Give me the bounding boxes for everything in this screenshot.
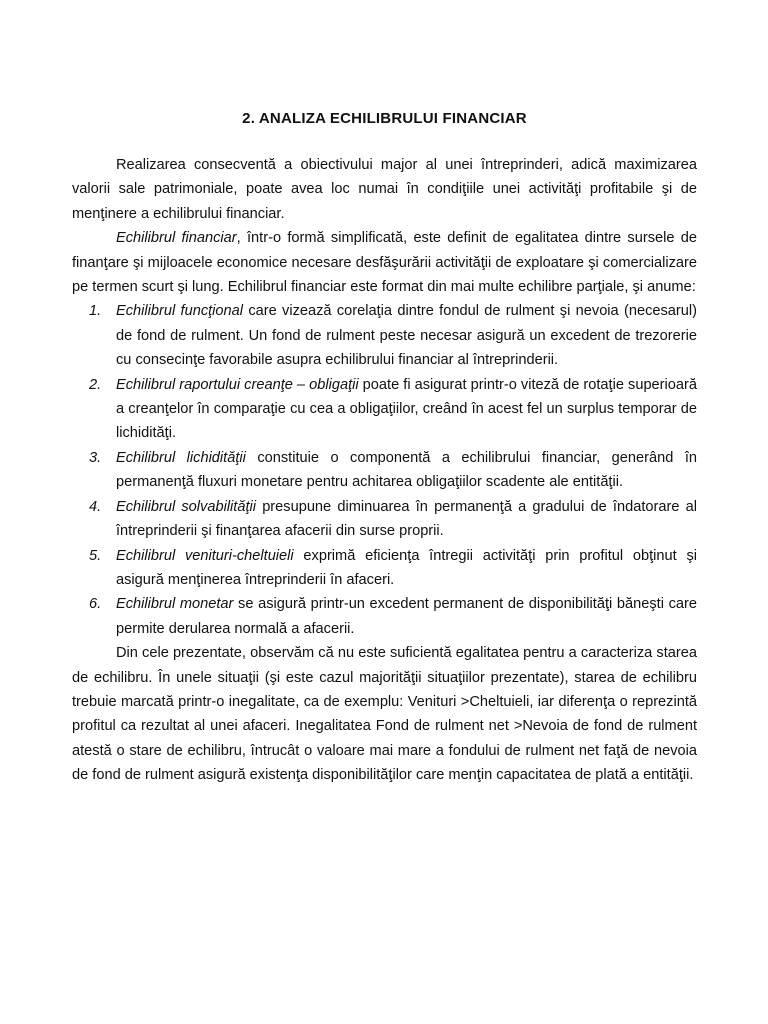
- list-term: Echilibrul venituri-cheltuieli: [116, 547, 294, 564]
- list-term: Echilibrul raportului creanţe – obligaţii: [116, 376, 359, 393]
- list-text: exprimă eficienţa întregii activităţi prin profitul obţinut şi asigură menţinerea întreprinderii în afaceri.: [116, 547, 697, 588]
- list-item: [72, 373, 697, 446]
- list-text: care vizează corelaţia dintre fondul de rulment şi nevoia (necesarul) de fond de rulment. Un fond de rulment peste necesar asigură un excedent de trezorerie cu consecinţe favorabile asupra echilibrului financiar al întreprinderii.: [116, 303, 697, 369]
- list-number: 1.: [89, 303, 102, 320]
- list-number: 4.: [89, 498, 102, 515]
- document-page: [72, 110, 697, 788]
- list-text: presupune diminuarea în permanenţă a gradului de îndatorare al întreprinderii şi finanţarea afacerii din surse proprii.: [116, 498, 697, 540]
- list-number: 3.: [89, 449, 102, 466]
- definition-paragraph: [72, 226, 697, 299]
- definition-text: , într-o formă simplificată, este definit de egalitatea dintre sursele de finanţare şi mijloacele economice necesare desfăşurării activităţii de exploatare şi comercializare pe termen scurt şi lung. Echilibrul financiar este format din mai multe echilibre parţiale, şi anume:: [72, 230, 697, 296]
- list-term: Echilibrul solvabilităţii: [116, 498, 257, 515]
- list-term: Echilibrul funcţional: [116, 303, 244, 320]
- intro-paragraph: Realizarea consecventă a obiectivului major al unei întreprinderi, adică maximizarea valorii sale patrimoniale, poate avea loc numai în condiţiile unei activităţi profitabile şi de menţinere a echilibrului financiar.: [72, 157, 697, 222]
- list-term: Echilibrul monetar: [116, 596, 234, 613]
- list-number: 2.: [89, 376, 102, 393]
- list-item: [72, 495, 697, 544]
- list-text: se asigură printr-un excedent permanent de disponibilităţi băneşti care permite derularea normală a afacerii.: [116, 596, 697, 637]
- document-title: 2. ANALIZA ECHILIBRULUI FINANCIAR: [242, 110, 527, 127]
- list-item: [72, 299, 697, 372]
- list-number: 6.: [89, 596, 102, 613]
- list-number: 5.: [89, 547, 102, 564]
- list-item: [72, 592, 697, 641]
- list-item: [72, 446, 697, 495]
- list-text: constituie o componentă a echilibrului financiar, generând în permanenţă fluxuri monetare pentru achitarea obligaţiilor scadente ale entităţii.: [116, 449, 697, 491]
- list-text: poate fi asigurat printr-o viteză de rotaţie superioară a creanţelor în comparaţie cu cea a obligaţiilor, creând în acest fel un surplus temporar de lichidităţi.: [116, 376, 697, 442]
- balance-list: [72, 299, 697, 641]
- definition-term: Echilibrul financiar: [116, 230, 237, 247]
- list-term: Echilibrul lichidităţii: [116, 449, 246, 466]
- conclusion-paragraph: Din cele prezentate, observăm că nu este suficientă egalitatea pentru a caracteriza starea de echilibru. În unele situaţii (şi este cazul majorităţii situaţiilor prezentate), starea de echilibru trebuie marcată printr-o inegalitate, ca de exemplu: Venituri >Cheltuieli, iar diferenţa o reprezintă profitul ca rezultat al unei afaceri. Inegalitatea Fond de rulment net >Nevoia de fond de rulment atestă o stare de echilibru, întrucât o valoare mai mare a fondului de rulment net faţă de nevoia de fond de rulment asigură existenţa disponibilităţilor care menţin capacitatea de plată a entităţii.: [72, 645, 697, 784]
- list-item: [72, 544, 697, 593]
